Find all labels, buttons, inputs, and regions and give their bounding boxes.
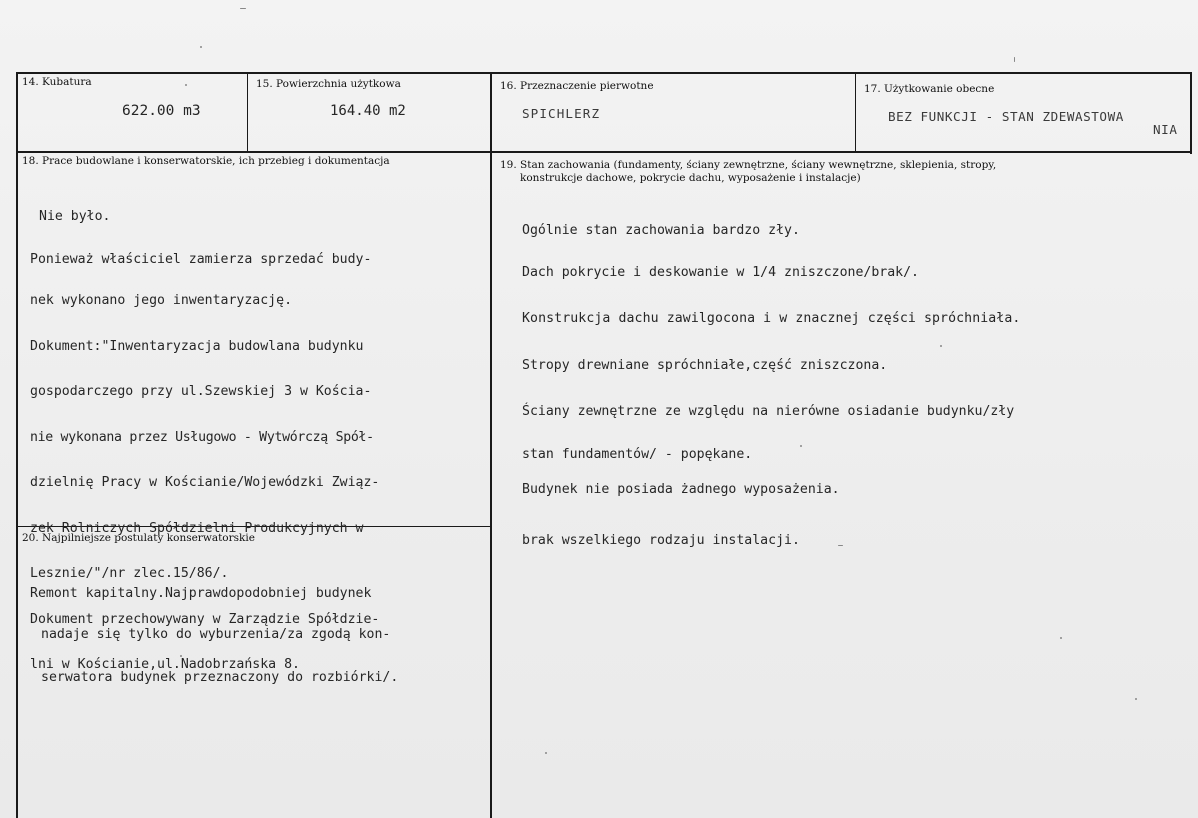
scan-speck xyxy=(800,445,802,447)
field-15-value: 164.40 m2 xyxy=(330,103,406,119)
text-line: nie wykonana przez Usługowo - Wytwórczą Spół- xyxy=(30,429,374,445)
text-line: Remont kapitalny.Najprawdopodobniej budynek xyxy=(30,586,372,601)
text-line: brak wszelkiego rodzaju instalacji. xyxy=(522,532,800,548)
right-border xyxy=(1190,72,1192,154)
text-line: Stropy drewniane spróchniałe,część zniszczona. xyxy=(522,357,888,373)
left-border xyxy=(16,72,18,818)
top-border xyxy=(16,72,1192,74)
text-line: nadaje się tylko do wyburzenia/za zgodą kon- xyxy=(41,626,391,642)
col-divider-1 xyxy=(247,72,248,152)
field-18-label: 18. Prace budowlane i konserwatorskie, ich przebieg i dokumentacja xyxy=(22,155,390,167)
text-line: serwatora budynek przeznaczony do rozbiórki/. xyxy=(41,670,399,685)
text-line: Dach pokrycie i deskowanie w 1/4 zniszczone/brak/. xyxy=(522,264,919,280)
scan-speck xyxy=(940,345,942,347)
text-line: Budynek nie posiada żadnego wyposażenia. xyxy=(522,482,840,497)
scan-speck xyxy=(1135,698,1137,700)
field-14-label: 14. Kubatura xyxy=(22,76,92,88)
text-line: Konstrukcja dachu zawilgocona i w znacznej części spróchniała. xyxy=(522,311,1021,326)
field-20-text xyxy=(30,556,398,716)
scan-speck xyxy=(545,752,547,754)
field-17-value-line1: BEZ FUNKCJI - STAN ZDEWASTOWA xyxy=(888,109,1124,124)
text-line: zek Rolniczych Spółdzielni Produkcyjnych w xyxy=(30,520,364,536)
text-line: Dokument przechowywany w Zarządzie Spółdzie- xyxy=(30,611,380,627)
field-19-label-line2: konstrukcje dachowe, pokrycie dachu, wyposażenie i instalacje) xyxy=(520,172,861,184)
field-19-text xyxy=(522,193,1020,578)
scan-speck xyxy=(185,84,187,86)
scan-speck xyxy=(240,8,246,9)
field-17-value-line2: NIA xyxy=(1153,122,1178,137)
scan-speck xyxy=(1060,637,1062,639)
text-line: Ściany zewnętrzne ze względu na nierówne osiadanie budynku/zły xyxy=(522,404,1015,419)
text-line: stan fundamentów/ - popękane. xyxy=(522,446,753,462)
scan-speck xyxy=(1014,57,1015,62)
field-16-value: SPICHLERZ xyxy=(522,106,601,121)
text-line: dzielnię Pracy w Kościanie/Wojewódzki Związ- xyxy=(30,475,380,490)
text-line: nek wykonano jego inwentaryzację. xyxy=(30,293,293,308)
text-line: Ponieważ właściciel zamierza sprzedać budy- xyxy=(30,251,372,267)
field-16-label: 16. Przeznaczenie pierwotne xyxy=(500,80,654,92)
scan-speck xyxy=(200,46,202,48)
text-line: Nie było. xyxy=(39,209,111,224)
scan-speck xyxy=(838,545,843,546)
text-line: lni w Kościanie,ul.Nadobrzańska 8. xyxy=(30,657,300,672)
field-15-label: 15. Powierzchnia użytkowa xyxy=(256,78,401,90)
field-17-label: 17. Użytkowanie obecne xyxy=(864,83,995,95)
col-divider-2 xyxy=(490,72,492,818)
text-line: Dokument:"Inwentaryzacja budowlana budynku xyxy=(30,338,364,354)
row-divider-top xyxy=(16,151,1192,153)
field-19-label-line1: 19. Stan zachowania (fundamenty, ściany zewnętrzne, ściany wewnętrzne, sklepienia, stropy, xyxy=(500,159,997,171)
field-20-label: 20. Najpilniejsze postulaty konserwatorskie xyxy=(22,532,255,544)
col-divider-3 xyxy=(855,72,856,152)
field-14-value: 622.00 m3 xyxy=(122,103,201,119)
text-line: Ogólnie stan zachowania bardzo zły. xyxy=(522,223,800,238)
scan-speck xyxy=(180,655,182,657)
text-line: Lesznie/"/nr zlec.15/86/. xyxy=(30,566,229,581)
text-line: gospodarczego przy ul.Szewskiej 3 w Kościa- xyxy=(30,384,372,399)
